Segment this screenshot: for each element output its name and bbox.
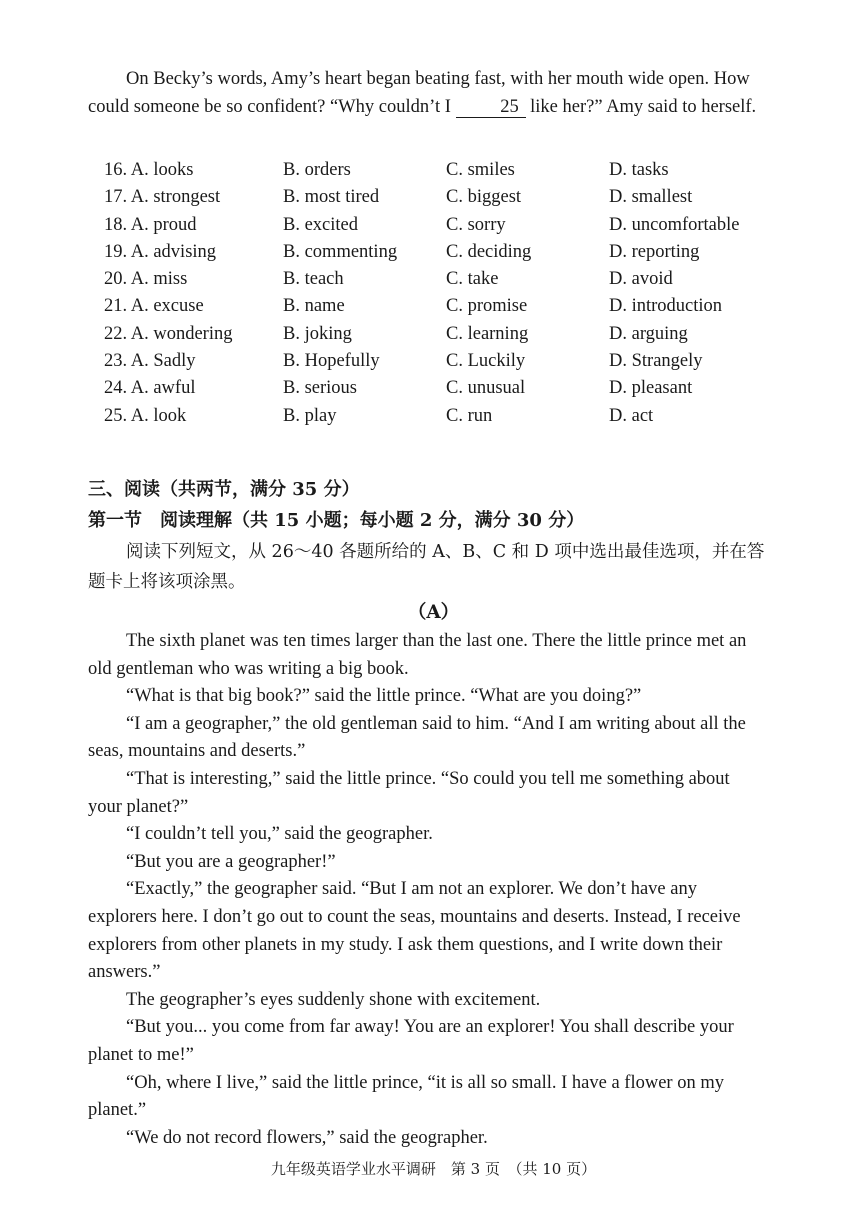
option-cell: D. introduction xyxy=(609,296,723,317)
passage-paragraph: “We do not record flowers,” said the geographer. xyxy=(126,1127,488,1148)
option-row xyxy=(104,269,769,296)
option-cell: C. Luckily xyxy=(446,351,526,372)
option-row xyxy=(104,378,769,405)
option-cell: C. smiles xyxy=(446,160,515,180)
passage-paragraph: “That is interesting,” said the little prince. “So could you tell me something about your planet?” xyxy=(88,768,730,817)
option-cell: B. excited xyxy=(283,214,359,235)
passage-paragraph: “But you... you come from far away! You are an explorer! You shall describe your planet to me!” xyxy=(88,1017,734,1065)
option-cell: B. serious xyxy=(283,378,357,399)
option-cell: D. avoid xyxy=(609,269,673,290)
option-cell: D. pleasant xyxy=(609,378,693,399)
option-cell: D. act xyxy=(609,405,654,426)
option-cell: 17. A. strongest xyxy=(104,187,221,208)
instructions-text: 阅读下列短文，从 26～40 各题所给的 A、B、C 和 D 项中选出最佳选项，并在答题卡上将该项涂黑。 xyxy=(88,542,765,592)
option-cell: B. commenting xyxy=(283,241,398,262)
passage-body xyxy=(88,628,768,1152)
option-row xyxy=(104,351,769,378)
passage-title: （A） xyxy=(407,602,460,623)
passage-paragraph: “What is that big book?” said the little prince. “What are you doing?” xyxy=(126,686,642,707)
option-row xyxy=(104,187,769,214)
option-row xyxy=(104,215,769,242)
answer-blank-25: 25 xyxy=(456,97,526,118)
option-cell: D. arguing xyxy=(609,323,688,344)
section-instructions xyxy=(88,537,768,597)
intro-paragraph xyxy=(88,66,768,121)
option-cell: C. promise xyxy=(446,296,528,317)
option-cell: 23. A. Sadly xyxy=(104,351,196,372)
intro-text-after: like her?” Amy said to herself. xyxy=(525,96,757,117)
option-cell: 22. A. wondering xyxy=(104,323,233,344)
option-cell: C. deciding xyxy=(446,241,532,262)
option-cell: 24. A. awful xyxy=(104,378,196,399)
passage-paragraph: “I am a geographer,” the old gentleman said to him. “And I am writing about all the seas, mountains and deserts.” xyxy=(88,713,746,762)
option-cell: C. learning xyxy=(446,323,529,344)
option-cell: 25. A. look xyxy=(104,405,187,426)
section-heading: 三、阅读（共两节，满分 35 分） xyxy=(88,479,360,500)
option-cell: D. uncomfortable xyxy=(609,214,740,235)
option-cell: C. biggest xyxy=(446,187,522,208)
option-row xyxy=(104,242,769,269)
passage-paragraph: “But you are a geographer!” xyxy=(126,851,336,872)
passage-paragraph: “I couldn’t tell you,” said the geographer. xyxy=(126,824,433,845)
option-cell: 18. A. proud xyxy=(104,214,197,235)
passage-paragraph: The geographer’s eyes suddenly shone with excitement. xyxy=(126,989,541,1010)
passage-paragraph: “Oh, where I live,” said the little prince, “it is all so small. I have a flower on my planet.” xyxy=(88,1072,724,1121)
option-cell: B. teach xyxy=(283,269,344,290)
option-cell: C. sorry xyxy=(446,214,506,235)
option-cell: D. tasks xyxy=(609,160,669,180)
option-cell: 16. A. looks xyxy=(104,160,194,180)
section-subheading: 第一节 阅读理解（共 15 小题；每小题 2 分，满分 30 分） xyxy=(88,510,585,531)
option-cell: 19. A. advising xyxy=(104,241,217,262)
option-cell: D. reporting xyxy=(609,241,700,262)
intro-text-before: On Becky’s words, Amy’s heart began beating fast, with her mouth wide open. How could someone be so confident? “Why couldn’t I xyxy=(88,69,750,117)
option-row xyxy=(104,160,769,187)
passage-paragraph: “Exactly,” the geographer said. “But I am not an explorer. We don’t have any explorers here. I don’t go out to count the seas, mountains and deserts. Instead, I receive explorers from other planets in my study. I ask them questions, and I write down their answers.” xyxy=(88,879,741,983)
option-cell: B. name xyxy=(283,296,345,317)
option-cell: B. orders xyxy=(283,160,351,180)
option-cell: D. smallest xyxy=(609,187,693,208)
option-row xyxy=(104,324,769,351)
option-cell: B. play xyxy=(283,405,337,426)
option-row xyxy=(104,406,769,433)
option-cell: C. run xyxy=(446,405,493,426)
option-cell: C. take xyxy=(446,269,499,290)
option-row xyxy=(104,296,769,323)
passage-paragraph: The sixth planet was ten times larger than the last one. There the little prince met an old gentleman who was writing a big book. xyxy=(88,631,747,679)
option-cell: B. joking xyxy=(283,323,352,344)
page-footer: 九年级英语学业水平调研 第 3 页 （共 10 页） xyxy=(270,1160,597,1178)
option-cell: C. unusual xyxy=(446,378,526,399)
option-cell: B. Hopefully xyxy=(283,351,380,372)
options-table xyxy=(104,160,769,433)
option-cell: 20. A. miss xyxy=(104,269,188,290)
option-cell: 21. A. excuse xyxy=(104,296,204,317)
option-cell: D. Strangely xyxy=(609,351,703,372)
option-cell: B. most tired xyxy=(283,187,380,208)
